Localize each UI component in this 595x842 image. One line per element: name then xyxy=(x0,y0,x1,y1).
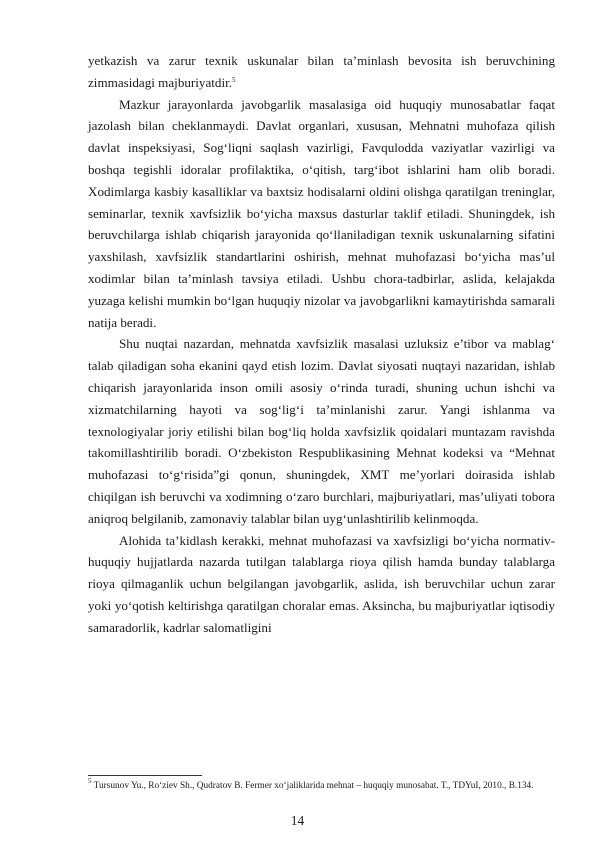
paragraph-1-text: yetkazish va zarur texnik uskunalar bilan ta’minlash bevosita ish beruvchining zimmasidagi majburiyatdir. xyxy=(88,53,555,90)
paragraph-3: Shu nuqtai nazardan, mehnatda xavfsizlik masalasi uzluksiz e’tibor va mablag‘ talab qiladigan soha ekanini qayd etish lozim. Davlat siyosati nuqtayi nazaridan, ishlab chiqarish jarayonlarida inson omili asosiy o‘rinda turadi, shuning uchun ishchi va xizmatchilarning hayoti va sog‘lig‘i ta’minlanishi zarur. Yangi ishlanma va texnologiyalar joriy etilishi bilan bog‘liq holda xavfsizlik qoidalari muntazam ravishda takomillashtirilib boradi. O‘zbekiston Respublikasining Mehnat kodeksi va “Mehnat muhofazasi to‘g‘risida”gi qonun, shuningdek, XMT me’yorlari doirasida ishlab chiqilgan ish beruvchi va xodimning o‘zaro burchlari, majburiyatlari, mas’uliyati tobora aniqroq belgilanib, zamonaviy talablar bilan uyg‘unlashtirilib kelinmoqda. xyxy=(88,336,555,526)
footnote-divider xyxy=(88,775,202,776)
footnote-text: Tursunov Yu., Ro‘ziev Sh., Qudratov B. Fermer xo‘jaliklarida mehnat – huquqiy munosabat. T., TDYuI, 2010., B.134. xyxy=(93,781,534,791)
footnote xyxy=(88,779,558,795)
paragraph-2: Mazkur jarayonlarda javobgarlik masalasiga oid huquqiy munosabatlar faqat jazolash bilan cheklanmaydi. Davlat organlari, xususan, Mehnatni muhofaza qilish davlat inspeksiyasi, Sog‘liqni saqlash vazirligi, Favqulodda vaziyatlar vazirligi va boshqa tegishli idoralar profilaktika, o‘qitish, targ‘ibot ishlarini ham olib boradi. Xodimlarga kasbiy kasalliklar va baxtsiz hodisalarni oldini olishga qaratilgan treninglar, seminarlar, texnik xavfsizlik bo‘yicha maxsus dasturlar taklif etiladi. Shuningdek, ish beruvchilarga ishlab chiqarish jarayonida qo‘llaniladigan texnik uskunalarning sifatini yaxshilash, xavfsizlik standartlarini oshirish, mehnat muhofazasi bo‘yicha mas’ul xodimlar bilan ta’minlash tavsiya etiladi. Ushbu chora-tadbirlar, aslida, kelajakda yuzaga kelishi mumkin bo‘lgan huquqiy nizolar va javobgarlikni kamaytirishda samarali natija beradi. xyxy=(88,96,555,330)
paragraph-1 xyxy=(88,50,555,94)
paragraph-4: Alohida ta’kidlash kerakki, mehnat muhofazasi va xavfsizligi bo‘yicha normativ-huquqiy hujjatlarda nazarda tutilgan talablarga rioya qilish hamda bunday talablarga rioya qilmaganlik uchun belgilangan javobgarlik, aslida, ish beruvchilar uchun zarar yoki yo‘qotish keltirishga qaratilgan choralar emas. Aksincha, bu majburiyatlar iqtisodiy samaradorlik, kadrlar salomatligini xyxy=(88,532,555,635)
page-number: 14 xyxy=(290,813,305,828)
body-text xyxy=(88,50,555,639)
footnote-reference[interactable]: 5 xyxy=(232,75,236,84)
footnote-number: 5 xyxy=(88,777,92,785)
